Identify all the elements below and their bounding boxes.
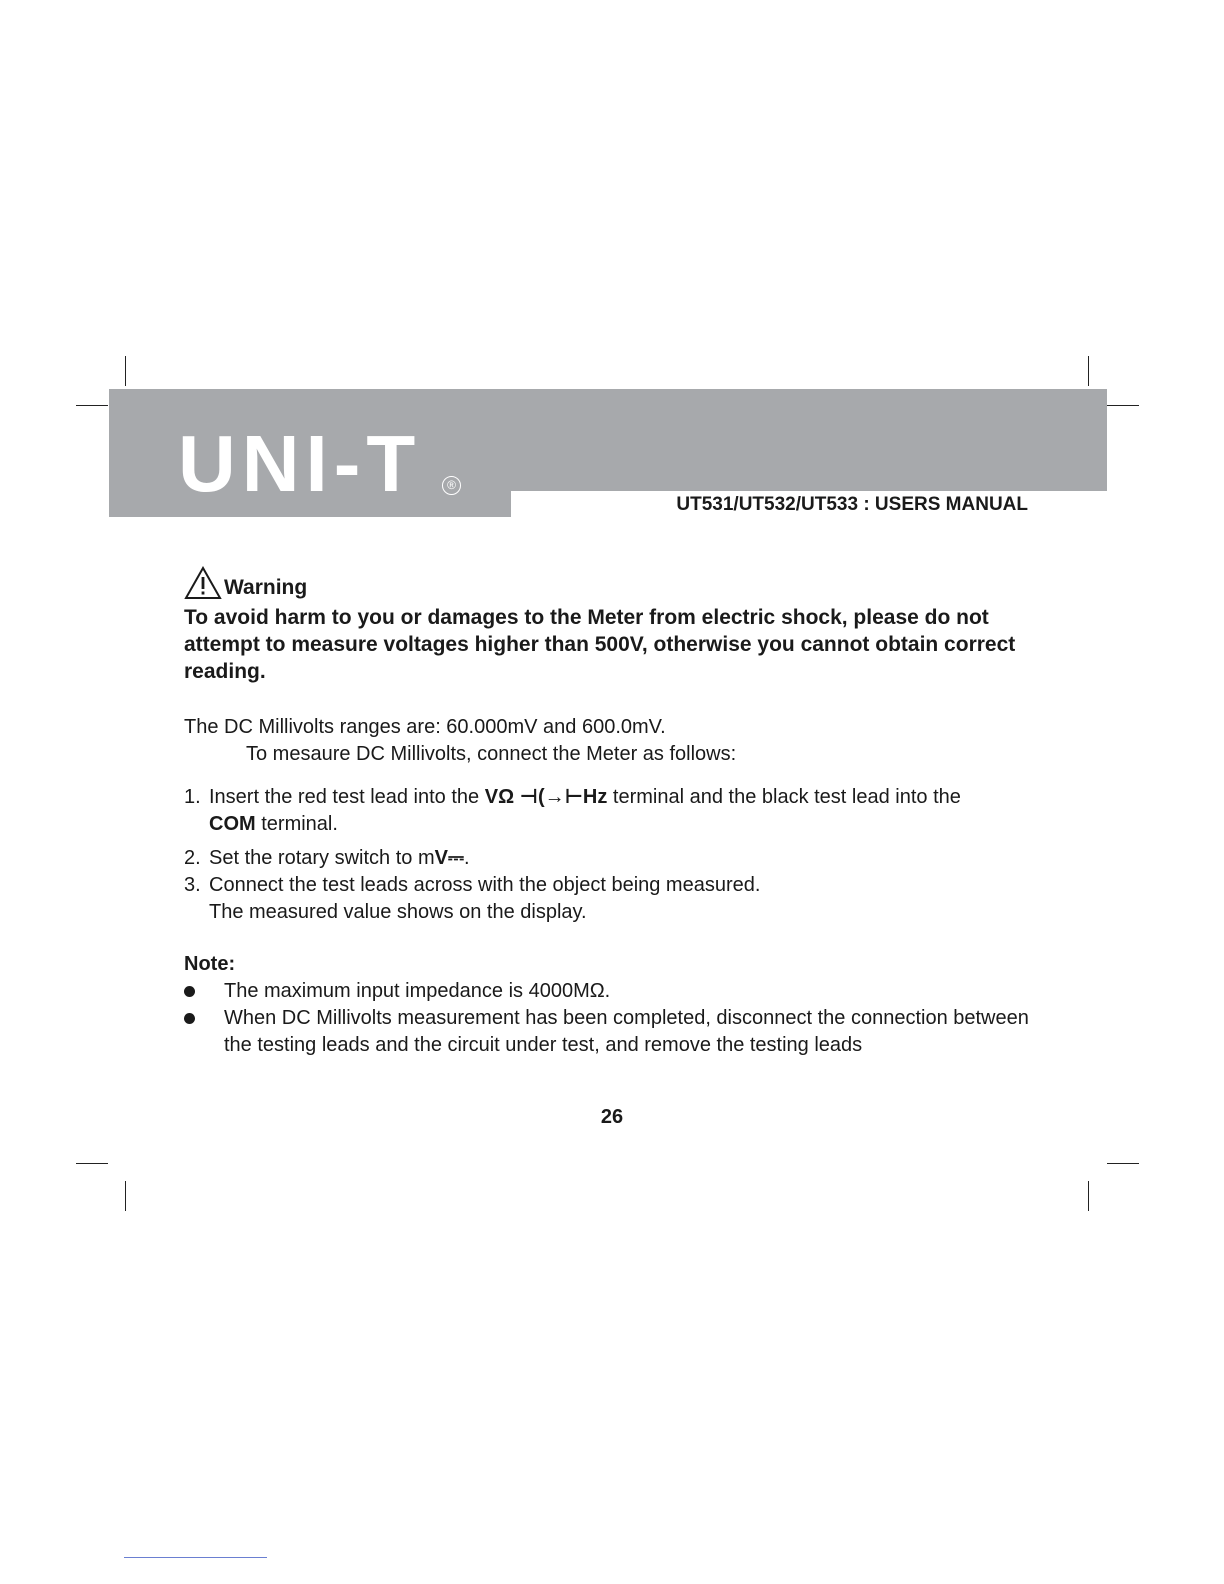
crop-mark <box>1107 1163 1139 1164</box>
com-terminal-label: COM <box>209 813 256 835</box>
crop-mark <box>1088 356 1089 386</box>
crop-mark <box>125 1181 126 1211</box>
warning-heading <box>184 564 1034 600</box>
step-item <box>184 784 1034 838</box>
step-item <box>184 872 1034 926</box>
note-item <box>184 978 1034 1005</box>
steps-list <box>184 784 1034 926</box>
warning-label: Warning <box>224 576 308 599</box>
crop-mark <box>76 1163 108 1164</box>
step-number: 1. <box>184 786 201 808</box>
note-item-text: The maximum input impedance is 4000MΩ. <box>224 980 611 1002</box>
step-text-segment: Insert the red test lead into the <box>209 786 485 808</box>
brand-logo <box>178 419 422 508</box>
dc-voltage-symbol: V⎓ <box>434 847 464 869</box>
crop-mark <box>1088 1181 1089 1211</box>
step-text-segment: . <box>463 847 470 869</box>
registered-mark: ® <box>442 476 461 495</box>
step-text <box>209 784 1034 838</box>
crop-mark <box>125 356 126 386</box>
ranges-text: The DC Millivolts ranges are: 60.000mV and 600.0mV. <box>184 716 666 738</box>
step-text <box>209 845 1034 872</box>
step-text-segment: Set the rotary switch to m <box>209 847 435 869</box>
note-item <box>184 1005 1034 1059</box>
step-text <box>209 872 1034 926</box>
terminal-symbol: VΩ ⊣(→⊢Hz <box>484 786 608 808</box>
crop-mark <box>76 405 108 406</box>
manual-title: UT531/UT532/UT533 : USERS MANUAL <box>676 494 1028 515</box>
crop-mark <box>1107 405 1139 406</box>
warning-triangle-icon <box>184 566 222 600</box>
bullet-dot-icon <box>184 1005 224 1059</box>
step-number: 3. <box>184 874 201 896</box>
brand-logo-text: UNI-T <box>178 419 422 508</box>
step-item <box>184 845 1034 872</box>
page-number: 26 <box>600 1106 624 1128</box>
note-item-text: When DC Millivolts measurement has been completed, disconnect the connection between the testing leads and the circuit under test, and remove the testing leads <box>224 1007 1029 1056</box>
bullet-dot-icon <box>184 978 224 1005</box>
note-heading: Note: <box>184 953 236 975</box>
page-content <box>184 564 1034 1059</box>
connect-intro-text: To mesaure DC Millivolts, connect the Meter as follows: <box>246 743 737 765</box>
footer-rule <box>124 1557 267 1558</box>
step-text-segment: Connect the test leads across with the object being measured. <box>209 874 761 896</box>
step-text-segment: terminal. <box>255 813 338 835</box>
step-number: 2. <box>184 847 201 869</box>
warning-text: To avoid harm to you or damages to the Meter from electric shock, please do not attempt to measure voltages higher than 500V, otherwise you cannot obtain correct reading. <box>184 606 1016 683</box>
step-text-segment: terminal and the black test lead into the <box>607 786 961 808</box>
step-text-segment: The measured value shows on the display. <box>209 901 587 923</box>
